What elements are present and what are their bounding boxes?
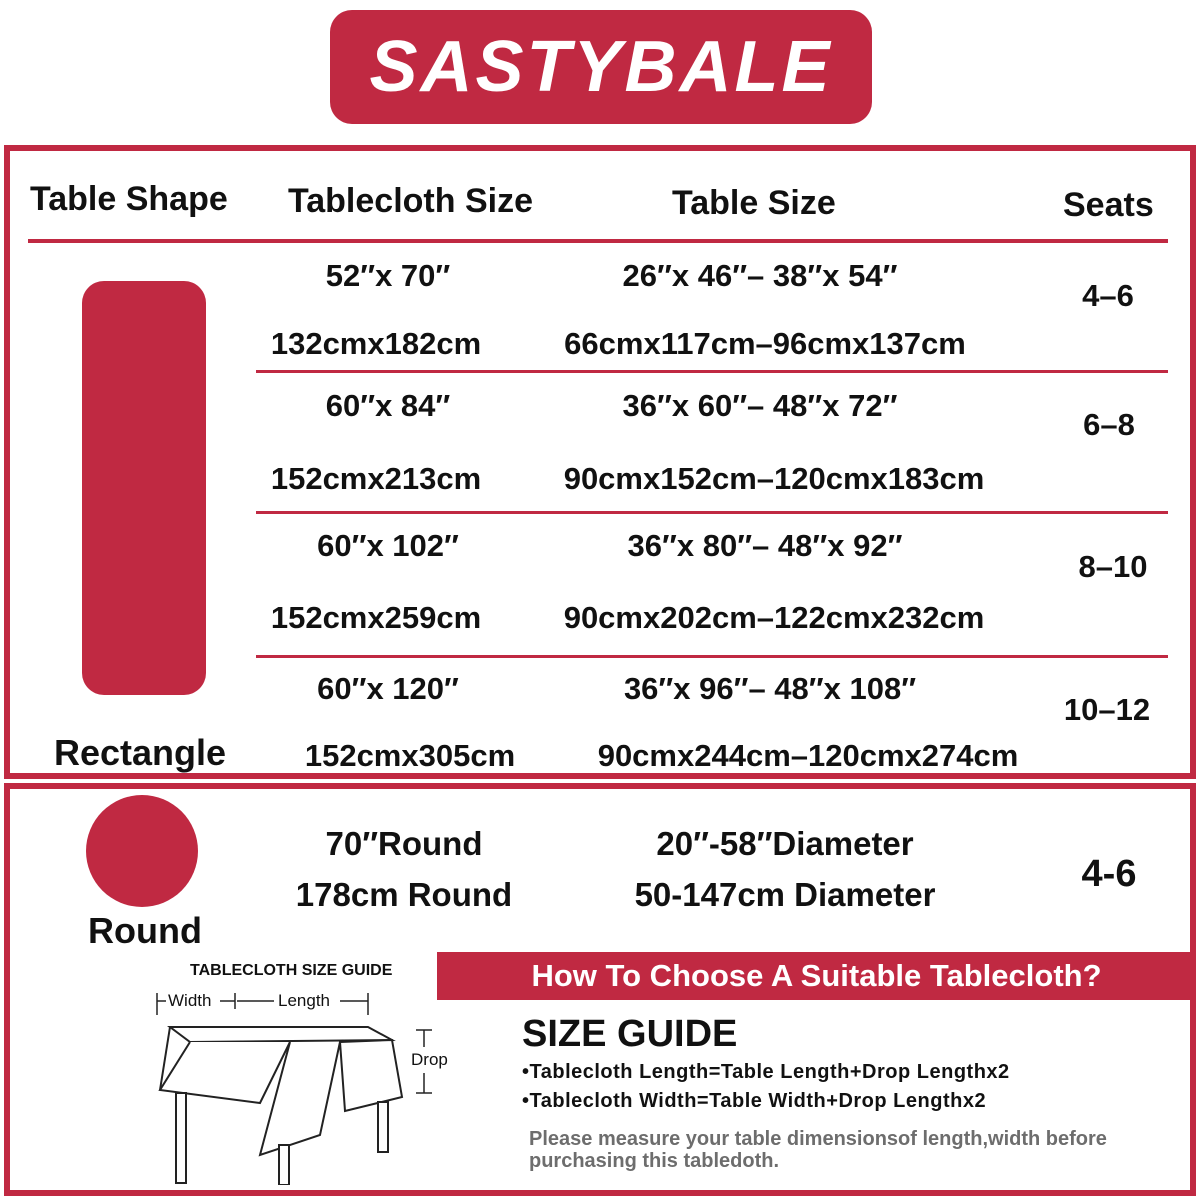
header-table-shape: Table Shape — [30, 180, 228, 218]
header-seats: Seats — [1063, 186, 1154, 224]
row1-cloth-inches: 52″x 70″ — [325, 258, 451, 293]
row3-seats: 8–10 — [1078, 549, 1148, 584]
round-seats: 4-6 — [1081, 853, 1137, 895]
row1-cloth-cm: 132cmx182cm — [270, 326, 482, 361]
guide-diagram-title: TABLECLOTH SIZE GUIDE — [190, 962, 393, 979]
how-to-choose-banner: How To Choose A Suitable Tablecloth? — [437, 952, 1196, 1000]
row-divider — [256, 511, 1168, 514]
row1-table-inches: 26″x 46″– 38″x 54″ — [622, 258, 898, 293]
size-guide-heading: SIZE GUIDE — [522, 1013, 738, 1055]
row4-table-cm: 90cmx244cm–120cmx274cm — [597, 738, 1019, 773]
round-cloth-cm: 178cm Round — [295, 876, 513, 913]
row2-table-inches: 36″x 60″– 48″x 72″ — [622, 388, 898, 423]
tablecloth-diagram-icon — [140, 985, 440, 1185]
row1-seats: 4–6 — [1082, 278, 1134, 313]
brand-logo: SASTYBALE — [330, 10, 872, 124]
diagram-length-label: Length — [278, 991, 330, 1010]
row2-cloth-inches: 60″x 84″ — [325, 388, 451, 423]
row2-table-cm: 90cmx152cm–120cmx183cm — [563, 461, 985, 496]
measure-note: Please measure your table dimensionsof length,width before purchasing this tabledoth. — [529, 1128, 1107, 1172]
row-divider — [256, 655, 1168, 658]
rectangle-shape-icon — [82, 281, 206, 695]
row1-table-cm: 66cmx117cm–96cmx137cm — [564, 326, 966, 361]
header-table-size: Table Size — [672, 184, 836, 222]
row2-seats: 6–8 — [1083, 407, 1135, 442]
row4-table-inches: 36″x 96″– 48″x 108″ — [623, 671, 917, 706]
row4-cloth-inches: 60″x 120″ — [317, 671, 459, 706]
row4-cloth-cm: 152cmx305cm — [304, 738, 516, 773]
size-guide-length-formula: •Tablecloth Length=Table Length+Drop Lengthx2 — [522, 1061, 1010, 1083]
row3-table-inches: 36″x 80″– 48″x 92″ — [627, 528, 903, 563]
round-table-cm: 50-147cm Diameter — [634, 876, 936, 913]
round-cloth-inches: 70″Round — [325, 825, 483, 862]
rectangle-label: Rectangle — [53, 732, 227, 773]
row3-cloth-inches: 60″x 102″ — [317, 528, 459, 563]
header-tablecloth-size: Tablecloth Size — [288, 182, 533, 220]
row-divider — [256, 370, 1168, 373]
diagram-width-label: Width — [168, 991, 212, 1010]
size-guide-width-formula: •Tablecloth Width=Table Width+Drop Lengthx2 — [522, 1090, 987, 1112]
header-divider — [28, 239, 1168, 243]
row3-table-cm: 90cmx202cm–122cmx232cm — [563, 600, 985, 635]
round-shape-icon — [86, 795, 198, 907]
row4-seats: 10–12 — [1063, 692, 1151, 727]
row3-cloth-cm: 152cmx259cm — [270, 600, 482, 635]
diagram-drop-label: Drop — [411, 1050, 448, 1069]
round-label: Round — [88, 910, 202, 951]
round-table-inches: 20″-58″Diameter — [656, 825, 914, 862]
row2-cloth-cm: 152cmx213cm — [270, 461, 482, 496]
